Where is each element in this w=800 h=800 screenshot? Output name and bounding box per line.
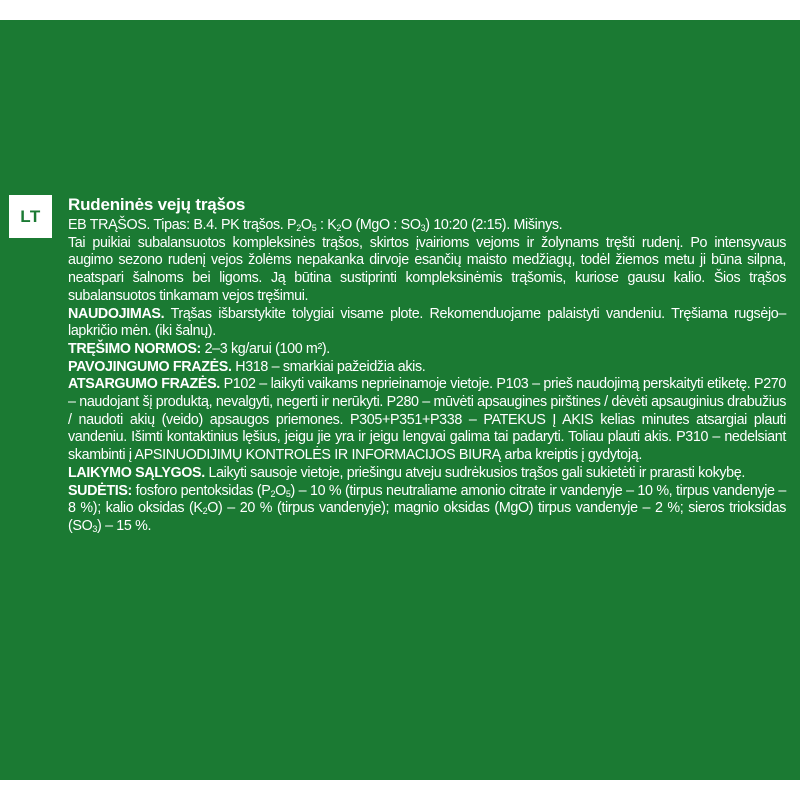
storage-section	[68, 465, 786, 483]
precaution-section	[68, 376, 786, 465]
fertilizer-type-line: EB TRĄŠOS. Tipas: B.4. PK trąšos. $P_2O_5$ : $K_2O$ (MgO : $SO_3$) 10:20 (2:15). Mišinys.	[68, 217, 563, 233]
intro-paragraph: Tai puikiai subalansuotos kompleksinės trąšos, skirtos įvairioms vejoms ir žolynams tręšti rudenį. Po intensyvaus augimo sezono rudenį vejos žolėms nepakanka dirvoje esančių maisto medžiagų, todėl žiemos metu ji būna silpna, neatspari šalnoms bei ligoms. Ją būtina sustiprinti kompleksinėmis trąšomis, kuriose gausu kalio. Šios trąšos subalansuotos tinkamam vejos tręšimui.	[68, 234, 786, 304]
usage-text: Trąšas išbarstykite tolygiai visame plote. Rekomenduojame palaistyti vandeniu. Tręšiama rugsėjo–lapkričio mėn. (iki šalnų).	[68, 305, 786, 340]
label-panel	[0, 20, 800, 780]
precaution-text: P102 – laikyti vaikams neprieinamoje vietoje. P103 – prieš naudojimą perskaityti etiketę. P270 – naudojant šį produktą, nevalgyti, negerti ir nerūkyti. P280 – mūvėti apsaugines pirštines / dėvėti apsauginius drabužius / naudoti akių (veido) apsaugos priemones. P305+P351+P338 – PATEKUS Į AKIS kelias minutes atsargiai plauti vandeniu. Išimti kontaktinius lęšius, jeigu jie yra ir jeigu lengvai galima tai padaryti. Toliau plauti akis. P310 – nedelsiant skambinti į APSINUODIJIMŲ KONTROLĖS IR INFORMACIJOS BIURĄ arba kreiptis į gydytoją.	[68, 376, 786, 464]
usage-section	[68, 306, 786, 341]
storage-text: Laikyti sausoje vietoje, priešingu atveju sudrėkusios trąšos gali sukietėti ir prarasti kokybę.	[204, 464, 745, 481]
usage-label: NAUDOJIMAS.	[68, 305, 165, 322]
hazard-text: H318 – smarkiai pažeidžia akis.	[231, 358, 426, 375]
rates-section	[68, 341, 786, 359]
composition-label: SUDĖTIS:	[68, 482, 132, 499]
label-text	[68, 194, 786, 536]
composition-section: SUDĖTIS: fosforo pentoksidas $(P_2O_5) - 10$ % (tirpus neutraliame amonio citrate ir vandenyje – 10 %, tirpus vandenyje – 8 %); kalio oksidas $(K_2O) - 20$ % (tirpus vandenyje); magnio oksidas (MgO) tirpus vandenyje – 2 %; sieros trioksidas $(SO_3) - 15$ %.	[68, 482, 786, 534]
language-badge: LT	[9, 195, 52, 238]
product-title: Rudeninės vejų trąšos	[68, 195, 246, 214]
storage-label: LAIKYMO SĄLYGOS.	[68, 464, 205, 481]
hazard-label: PAVOJINGUMO FRAZĖS.	[68, 358, 232, 375]
rates-text: 2–3 kg/arui (100 m²).	[200, 340, 330, 357]
rates-label: TRĘŠIMO NORMOS:	[68, 340, 201, 357]
hazard-section	[68, 359, 786, 377]
precaution-label: ATSARGUMO FRAZĖS.	[68, 376, 220, 393]
